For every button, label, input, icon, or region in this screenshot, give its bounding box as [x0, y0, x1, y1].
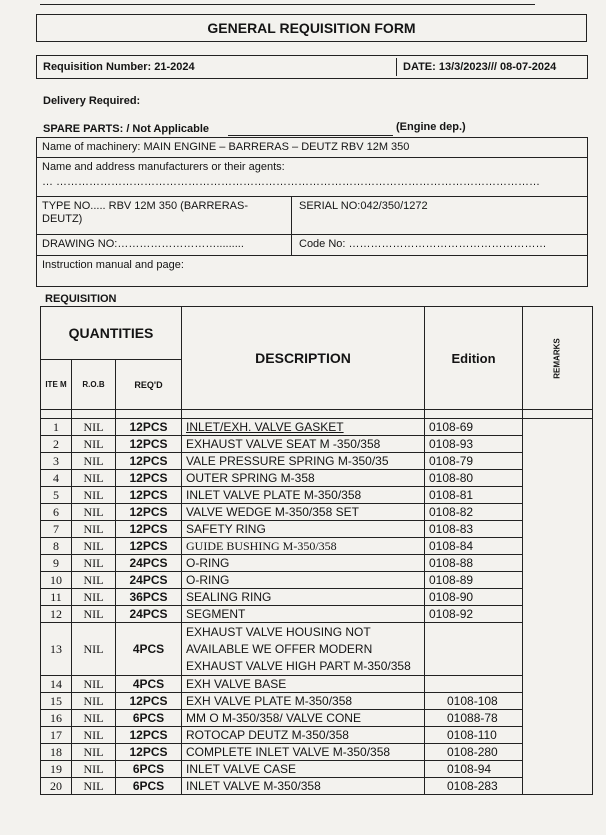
- edition-cell: 0108-283: [425, 778, 523, 795]
- requisition-label: REQUISITION: [45, 293, 117, 305]
- table-row: [41, 555, 593, 572]
- rob-cell: NIL: [72, 487, 116, 504]
- item-cell: 16: [41, 710, 72, 727]
- item-header: ITE M: [41, 360, 72, 410]
- edition-cell: 0108-90: [425, 589, 523, 606]
- edition-cell: 0108-69: [425, 419, 523, 436]
- item-cell: 5: [41, 487, 72, 504]
- item-cell: 11: [41, 589, 72, 606]
- delivery-required-label: Delivery Required:: [43, 95, 141, 107]
- description-cell: VALVE WEDGE M-350/358 SET: [182, 504, 425, 521]
- reqd-cell: 12PCS: [116, 521, 182, 538]
- description-header: DESCRIPTION: [182, 307, 425, 410]
- reqd-cell: 12PCS: [116, 744, 182, 761]
- table-row: [41, 453, 593, 470]
- reqd-cell: 4PCS: [116, 623, 182, 676]
- item-cell: 18: [41, 744, 72, 761]
- edition-cell: 0108-81: [425, 487, 523, 504]
- reqd-cell: 6PCS: [116, 710, 182, 727]
- rob-cell: NIL: [72, 453, 116, 470]
- rob-cell: NIL: [72, 606, 116, 623]
- item-cell: 13: [41, 623, 72, 676]
- type-no: TYPE NO..... RBV 12M 350 (BARRERAS-DEUTZ): [42, 200, 249, 225]
- edition-cell: 0108-82: [425, 504, 523, 521]
- edition-cell: 0108-89: [425, 572, 523, 589]
- rob-cell: NIL: [72, 623, 116, 676]
- spare-parts-underline: [228, 135, 393, 136]
- header-divider: [396, 58, 397, 76]
- drawing-no: DRAWING NO:……………………….........: [42, 238, 244, 250]
- table-row: [41, 623, 593, 676]
- rob-cell: NIL: [72, 538, 116, 555]
- description-cell: COMPLETE INLET VALVE M-350/358: [182, 744, 425, 761]
- description-cell: VALE PRESSURE SPRING M-350/35: [182, 453, 425, 470]
- edition-cell: [425, 676, 523, 693]
- rob-cell: NIL: [72, 555, 116, 572]
- edition-cell: 01088-78: [425, 710, 523, 727]
- edition-cell: 0108-110: [425, 727, 523, 744]
- rob-cell: NIL: [72, 521, 116, 538]
- drawing-code-row: [37, 235, 587, 256]
- code-no: Code No: ………………………………………………: [299, 238, 547, 250]
- reqd-cell: 6PCS: [116, 778, 182, 795]
- reqd-cell: 12PCS: [116, 453, 182, 470]
- rob-cell: NIL: [72, 744, 116, 761]
- quantities-header: QUANTITIES: [41, 307, 182, 360]
- reqd-cell: 12PCS: [116, 538, 182, 555]
- description-cell: INLET VALVE PLATE M-350/358: [182, 487, 425, 504]
- spare-parts-label: SPARE PARTS: / Not Applicable: [43, 123, 210, 135]
- description-text: INLET/EXH. VALVE GASKET: [186, 420, 344, 434]
- manufacturers-dots: … ……………………………………………………………………………………………………………………: [42, 176, 541, 188]
- instruction-manual: Instruction manual and page:: [42, 259, 184, 271]
- item-cell: 4: [41, 470, 72, 487]
- edition-cell: 0108-88: [425, 555, 523, 572]
- table-row: [41, 487, 593, 504]
- edition-header: Edition: [425, 307, 523, 410]
- top-rule: [40, 4, 535, 5]
- description-cell: MM O M-350/358/ VALVE CONE: [182, 710, 425, 727]
- rob-cell: NIL: [72, 470, 116, 487]
- item-cell: 14: [41, 676, 72, 693]
- description-cell: EXHAUST VALVE SEAT M -350/358: [182, 436, 425, 453]
- edition-cell: [425, 623, 523, 676]
- item-cell: 19: [41, 761, 72, 778]
- description-cell: SAFETY RING: [182, 521, 425, 538]
- table-row: [41, 710, 593, 727]
- item-cell: 1: [41, 419, 72, 436]
- edition-cell: 0108-92: [425, 606, 523, 623]
- item-cell: 15: [41, 693, 72, 710]
- description-cell: EXH VALVE PLATE M-350/358: [182, 693, 425, 710]
- table-row: [41, 419, 593, 436]
- manufacturers-row: [37, 158, 587, 197]
- requisition-date: DATE: 13/3/2023/// 08-07-2024: [403, 61, 557, 73]
- edition-cell: 0108-83: [425, 521, 523, 538]
- requisition-header-box: [36, 55, 588, 79]
- table-row: [41, 538, 593, 555]
- manufacturers-label: Name and address manufacturers or their agents:: [42, 161, 285, 173]
- table-row: [41, 436, 593, 453]
- rob-cell: NIL: [72, 693, 116, 710]
- rob-cell: NIL: [72, 676, 116, 693]
- table-row: [41, 589, 593, 606]
- reqd-header: REQ'D: [116, 360, 182, 410]
- item-cell: 2: [41, 436, 72, 453]
- engine-dep-label: (Engine dep.): [396, 121, 466, 133]
- requisition-table: [40, 306, 593, 795]
- description-cell: EXHAUST VALVE HOUSING NOT AVAILABLE WE OFFER MODERN EXHAUST VALVE HIGH PART M-350/358: [182, 623, 425, 676]
- form-title: GENERAL REQUISITION FORM: [36, 14, 587, 42]
- requisition-rows: [41, 419, 593, 795]
- reqd-cell: 4PCS: [116, 676, 182, 693]
- edition-cell: 0108-280: [425, 744, 523, 761]
- reqd-cell: 24PCS: [116, 555, 182, 572]
- edition-cell: 0108-93: [425, 436, 523, 453]
- item-cell: 10: [41, 572, 72, 589]
- reqd-cell: 12PCS: [116, 419, 182, 436]
- description-cell: [182, 419, 425, 436]
- reqd-cell: 12PCS: [116, 693, 182, 710]
- item-cell: 7: [41, 521, 72, 538]
- item-cell: 8: [41, 538, 72, 555]
- table-row: [41, 778, 593, 795]
- reqd-cell: 6PCS: [116, 761, 182, 778]
- remarks-cell: [523, 419, 593, 795]
- description-cell: INLET VALVE M-350/358: [182, 778, 425, 795]
- reqd-cell: 24PCS: [116, 572, 182, 589]
- rob-cell: NIL: [72, 419, 116, 436]
- description-cell: EXH VALVE BASE: [182, 676, 425, 693]
- table-row: [41, 470, 593, 487]
- type-serial-divider: [291, 197, 292, 234]
- type-serial-row: [37, 197, 587, 235]
- description-cell: ROTOCAP DEUTZ M-350/358: [182, 727, 425, 744]
- reqd-cell: 12PCS: [116, 470, 182, 487]
- rob-cell: NIL: [72, 504, 116, 521]
- table-row: [41, 727, 593, 744]
- description-cell: O-RING: [182, 555, 425, 572]
- requisition-number: Requisition Number: 21-2024: [43, 61, 195, 73]
- machinery-name: Name of machinery: MAIN ENGINE – BARRERAS – DEUTZ RBV 12M 350: [42, 141, 410, 153]
- table-row: [41, 693, 593, 710]
- item-cell: 20: [41, 778, 72, 795]
- rob-cell: NIL: [72, 710, 116, 727]
- machinery-row: [37, 138, 587, 158]
- edition-cell: 0108-80: [425, 470, 523, 487]
- table-row: [41, 521, 593, 538]
- description-cell: SEGMENT: [182, 606, 425, 623]
- reqd-cell: 12PCS: [116, 436, 182, 453]
- reqd-cell: 24PCS: [116, 606, 182, 623]
- table-row: [41, 676, 593, 693]
- reqd-cell: 12PCS: [116, 727, 182, 744]
- description-cell: GUIDE BUSHING M-350/358: [182, 538, 425, 555]
- table-row: [41, 744, 593, 761]
- instruction-row: [37, 256, 587, 286]
- rob-cell: NIL: [72, 436, 116, 453]
- item-cell: 17: [41, 727, 72, 744]
- edition-cell: 0108-108: [425, 693, 523, 710]
- reqd-cell: 12PCS: [116, 487, 182, 504]
- remarks-header-text: REMARKS: [552, 337, 562, 379]
- item-cell: 6: [41, 504, 72, 521]
- edition-cell: 0108-79: [425, 453, 523, 470]
- spacer-row: [41, 410, 593, 419]
- rob-cell: NIL: [72, 778, 116, 795]
- remarks-header: [523, 307, 593, 410]
- table-row: [41, 504, 593, 521]
- edition-cell: 0108-84: [425, 538, 523, 555]
- machinery-info-box: [36, 137, 588, 287]
- rob-cell: NIL: [72, 727, 116, 744]
- item-cell: 9: [41, 555, 72, 572]
- edition-cell: 0108-94: [425, 761, 523, 778]
- table-row: [41, 761, 593, 778]
- reqd-cell: 36PCS: [116, 589, 182, 606]
- description-cell: OUTER SPRING M-358: [182, 470, 425, 487]
- item-cell: 3: [41, 453, 72, 470]
- description-cell: O-RING: [182, 572, 425, 589]
- rob-cell: NIL: [72, 572, 116, 589]
- table-row: [41, 606, 593, 623]
- rob-header: R.O.B: [72, 360, 116, 410]
- rob-cell: NIL: [72, 589, 116, 606]
- drawing-code-divider: [291, 235, 292, 255]
- table-row: [41, 572, 593, 589]
- description-cell: SEALING RING: [182, 589, 425, 606]
- rob-cell: NIL: [72, 761, 116, 778]
- item-cell: 12: [41, 606, 72, 623]
- description-cell: INLET VALVE CASE: [182, 761, 425, 778]
- serial-no: SERIAL NO:042/350/1272: [299, 200, 428, 212]
- reqd-cell: 12PCS: [116, 504, 182, 521]
